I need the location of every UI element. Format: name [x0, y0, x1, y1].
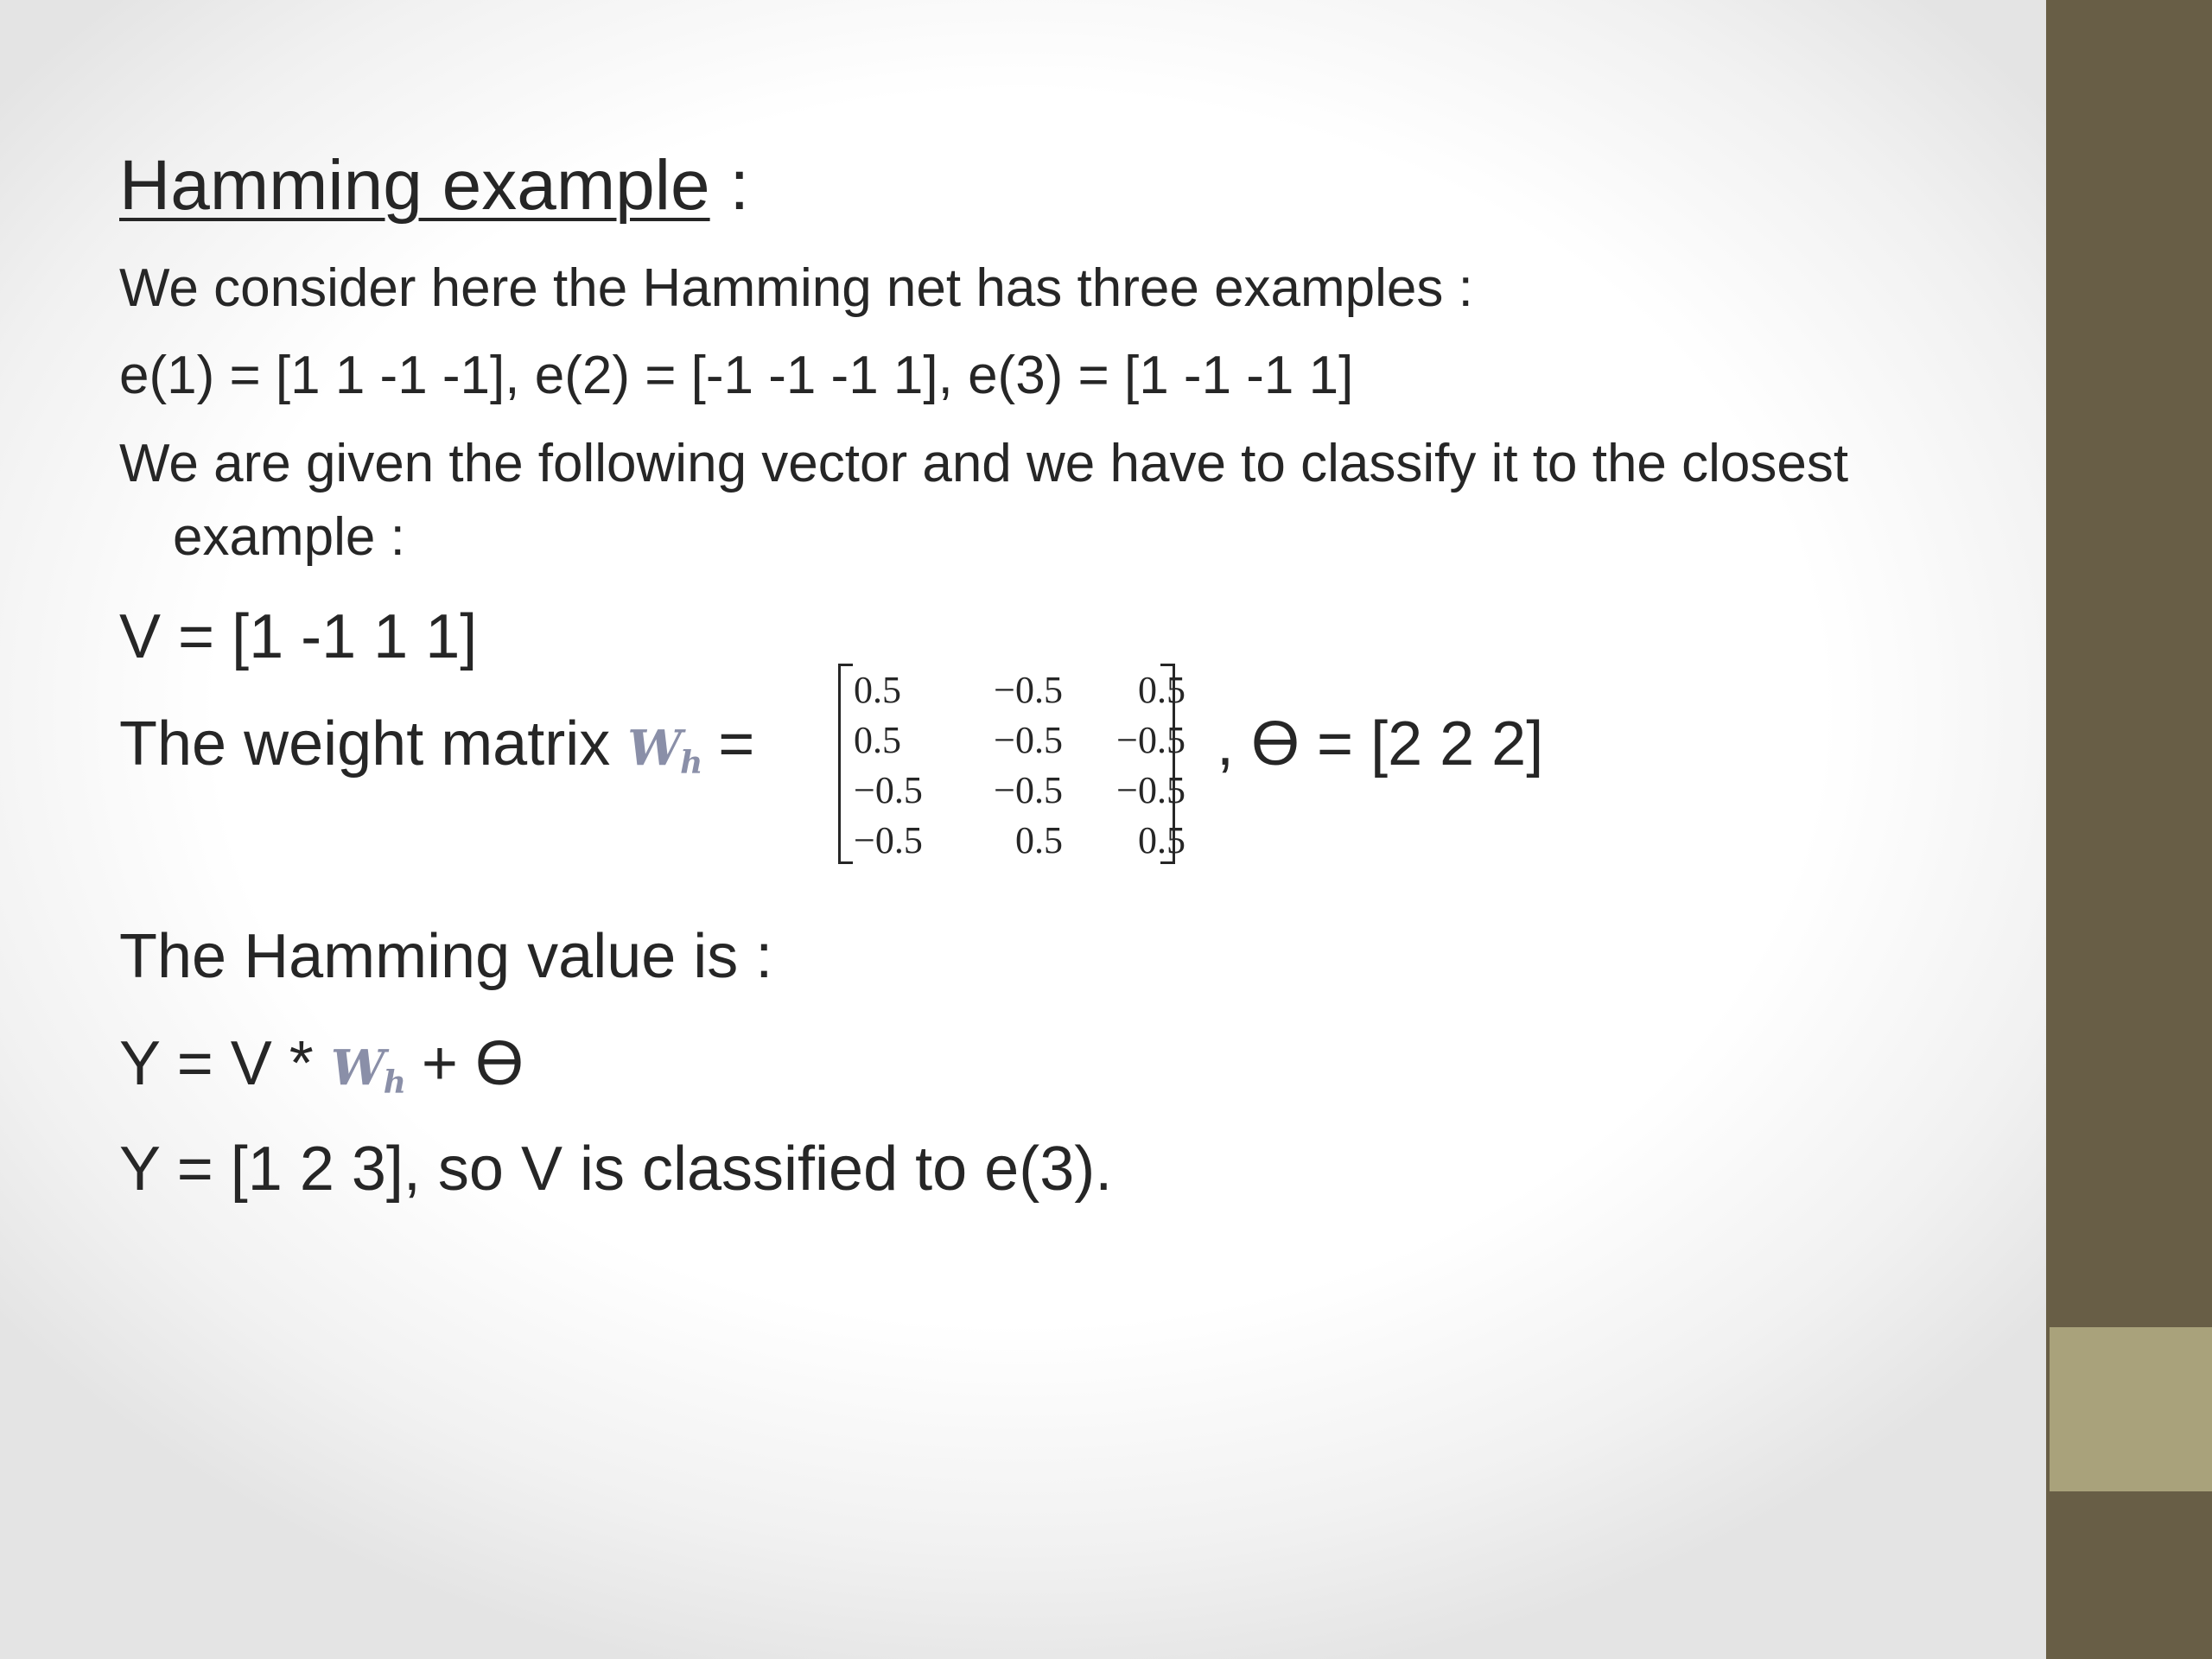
matrix-cell: −0.5 — [994, 719, 1063, 761]
slide-title-text: Hamming example — [119, 146, 710, 225]
theta-text: , ϴ = [2 2 2] — [1217, 709, 1544, 779]
formula-left: Y = V * — [119, 1029, 331, 1098]
matrix-row — [847, 816, 1191, 866]
task-text-line2: example : — [173, 507, 405, 567]
vector-text: V = [1 -1 1 1] — [119, 602, 478, 671]
formula-symbol-letter: W — [330, 1039, 384, 1096]
formula-weight-symbol — [330, 1039, 404, 1101]
weight-label: The weight matrix — [119, 709, 628, 779]
weight-matrix-label-line — [119, 705, 754, 802]
formula-line — [119, 1025, 524, 1122]
matrix-cell: −0.5 — [994, 769, 1063, 811]
weight-symbol — [627, 720, 702, 781]
matrix-cell: −0.5 — [854, 769, 923, 811]
hamming-value-label: The Hamming value is : — [119, 922, 773, 991]
weight-symbol-letter: W — [627, 720, 681, 777]
weight-matrix — [838, 664, 1201, 868]
matrix-cell: −0.5 — [1116, 719, 1185, 761]
weight-symbol-subscript: h — [680, 745, 702, 781]
side-accent-block — [2050, 1327, 2212, 1491]
weight-equals: = — [701, 709, 755, 779]
intro-text: We consider here the Hamming net has three examples : — [119, 258, 1473, 318]
matrix-cell: −0.5 — [854, 819, 923, 861]
matrix-cell: −0.5 — [994, 669, 1063, 711]
matrix-row — [847, 665, 1191, 715]
examples-text: e(1) = [1 1 -1 -1], e(2) = [-1 -1 -1 1], e(3) = [1 -1 -1 1] — [119, 346, 1354, 405]
matrix-cell: −0.5 — [1116, 769, 1185, 811]
matrix-cell: 0.5 — [854, 719, 901, 761]
matrix-cell: 0.5 — [1138, 819, 1185, 861]
formula-right: + ϴ — [404, 1029, 524, 1098]
matrix-row — [847, 715, 1191, 766]
task-text-line1: We are given the following vector and we have to classify it to the closest — [119, 434, 1849, 493]
matrix-cell: 0.5 — [854, 669, 901, 711]
matrix-table — [847, 665, 1191, 866]
slide-title — [119, 138, 749, 233]
matrix-cell: 0.5 — [1015, 819, 1063, 861]
matrix-row — [847, 766, 1191, 816]
result-text: Y = [1 2 3], so V is classified to e(3). — [119, 1135, 1113, 1204]
slide-title-colon: : — [709, 146, 750, 225]
formula-symbol-subscript: h — [383, 1065, 404, 1101]
matrix-cell: 0.5 — [1138, 669, 1185, 711]
